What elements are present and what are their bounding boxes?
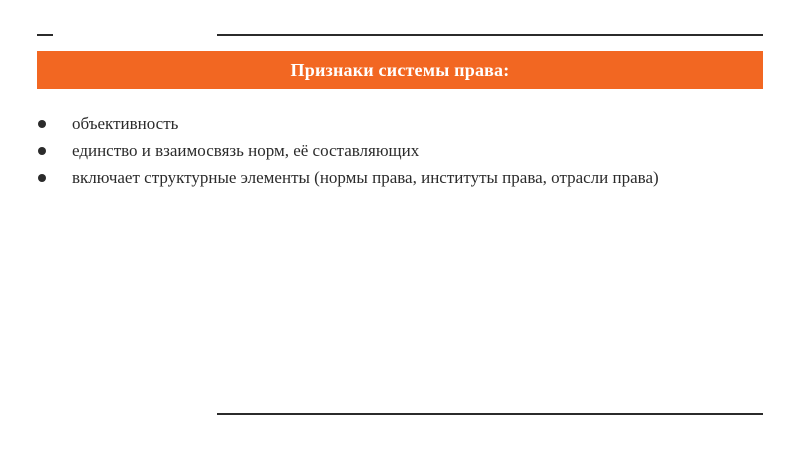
bullet-text: единство и взаимосвязь норм, её составляющих: [72, 141, 420, 160]
bullet-item: [37, 110, 737, 137]
bullet-item: [37, 164, 737, 191]
bullet-item: [37, 137, 737, 164]
slide-title: Признаки системы права:: [290, 59, 510, 80]
bullet-text: объективность: [72, 114, 179, 133]
bullet-list: [37, 110, 737, 191]
top-dash-divider: [37, 34, 53, 36]
bullet-dot-icon: [38, 147, 46, 155]
bullet-text: включает структурные элементы (нормы права, институты права, отрасли права): [72, 168, 659, 187]
bottom-rule-divider: [217, 413, 763, 415]
title-bar: [37, 51, 763, 89]
bullet-dot-icon: [38, 120, 46, 128]
bullet-dot-icon: [38, 174, 46, 182]
top-rule-divider: [217, 34, 763, 36]
